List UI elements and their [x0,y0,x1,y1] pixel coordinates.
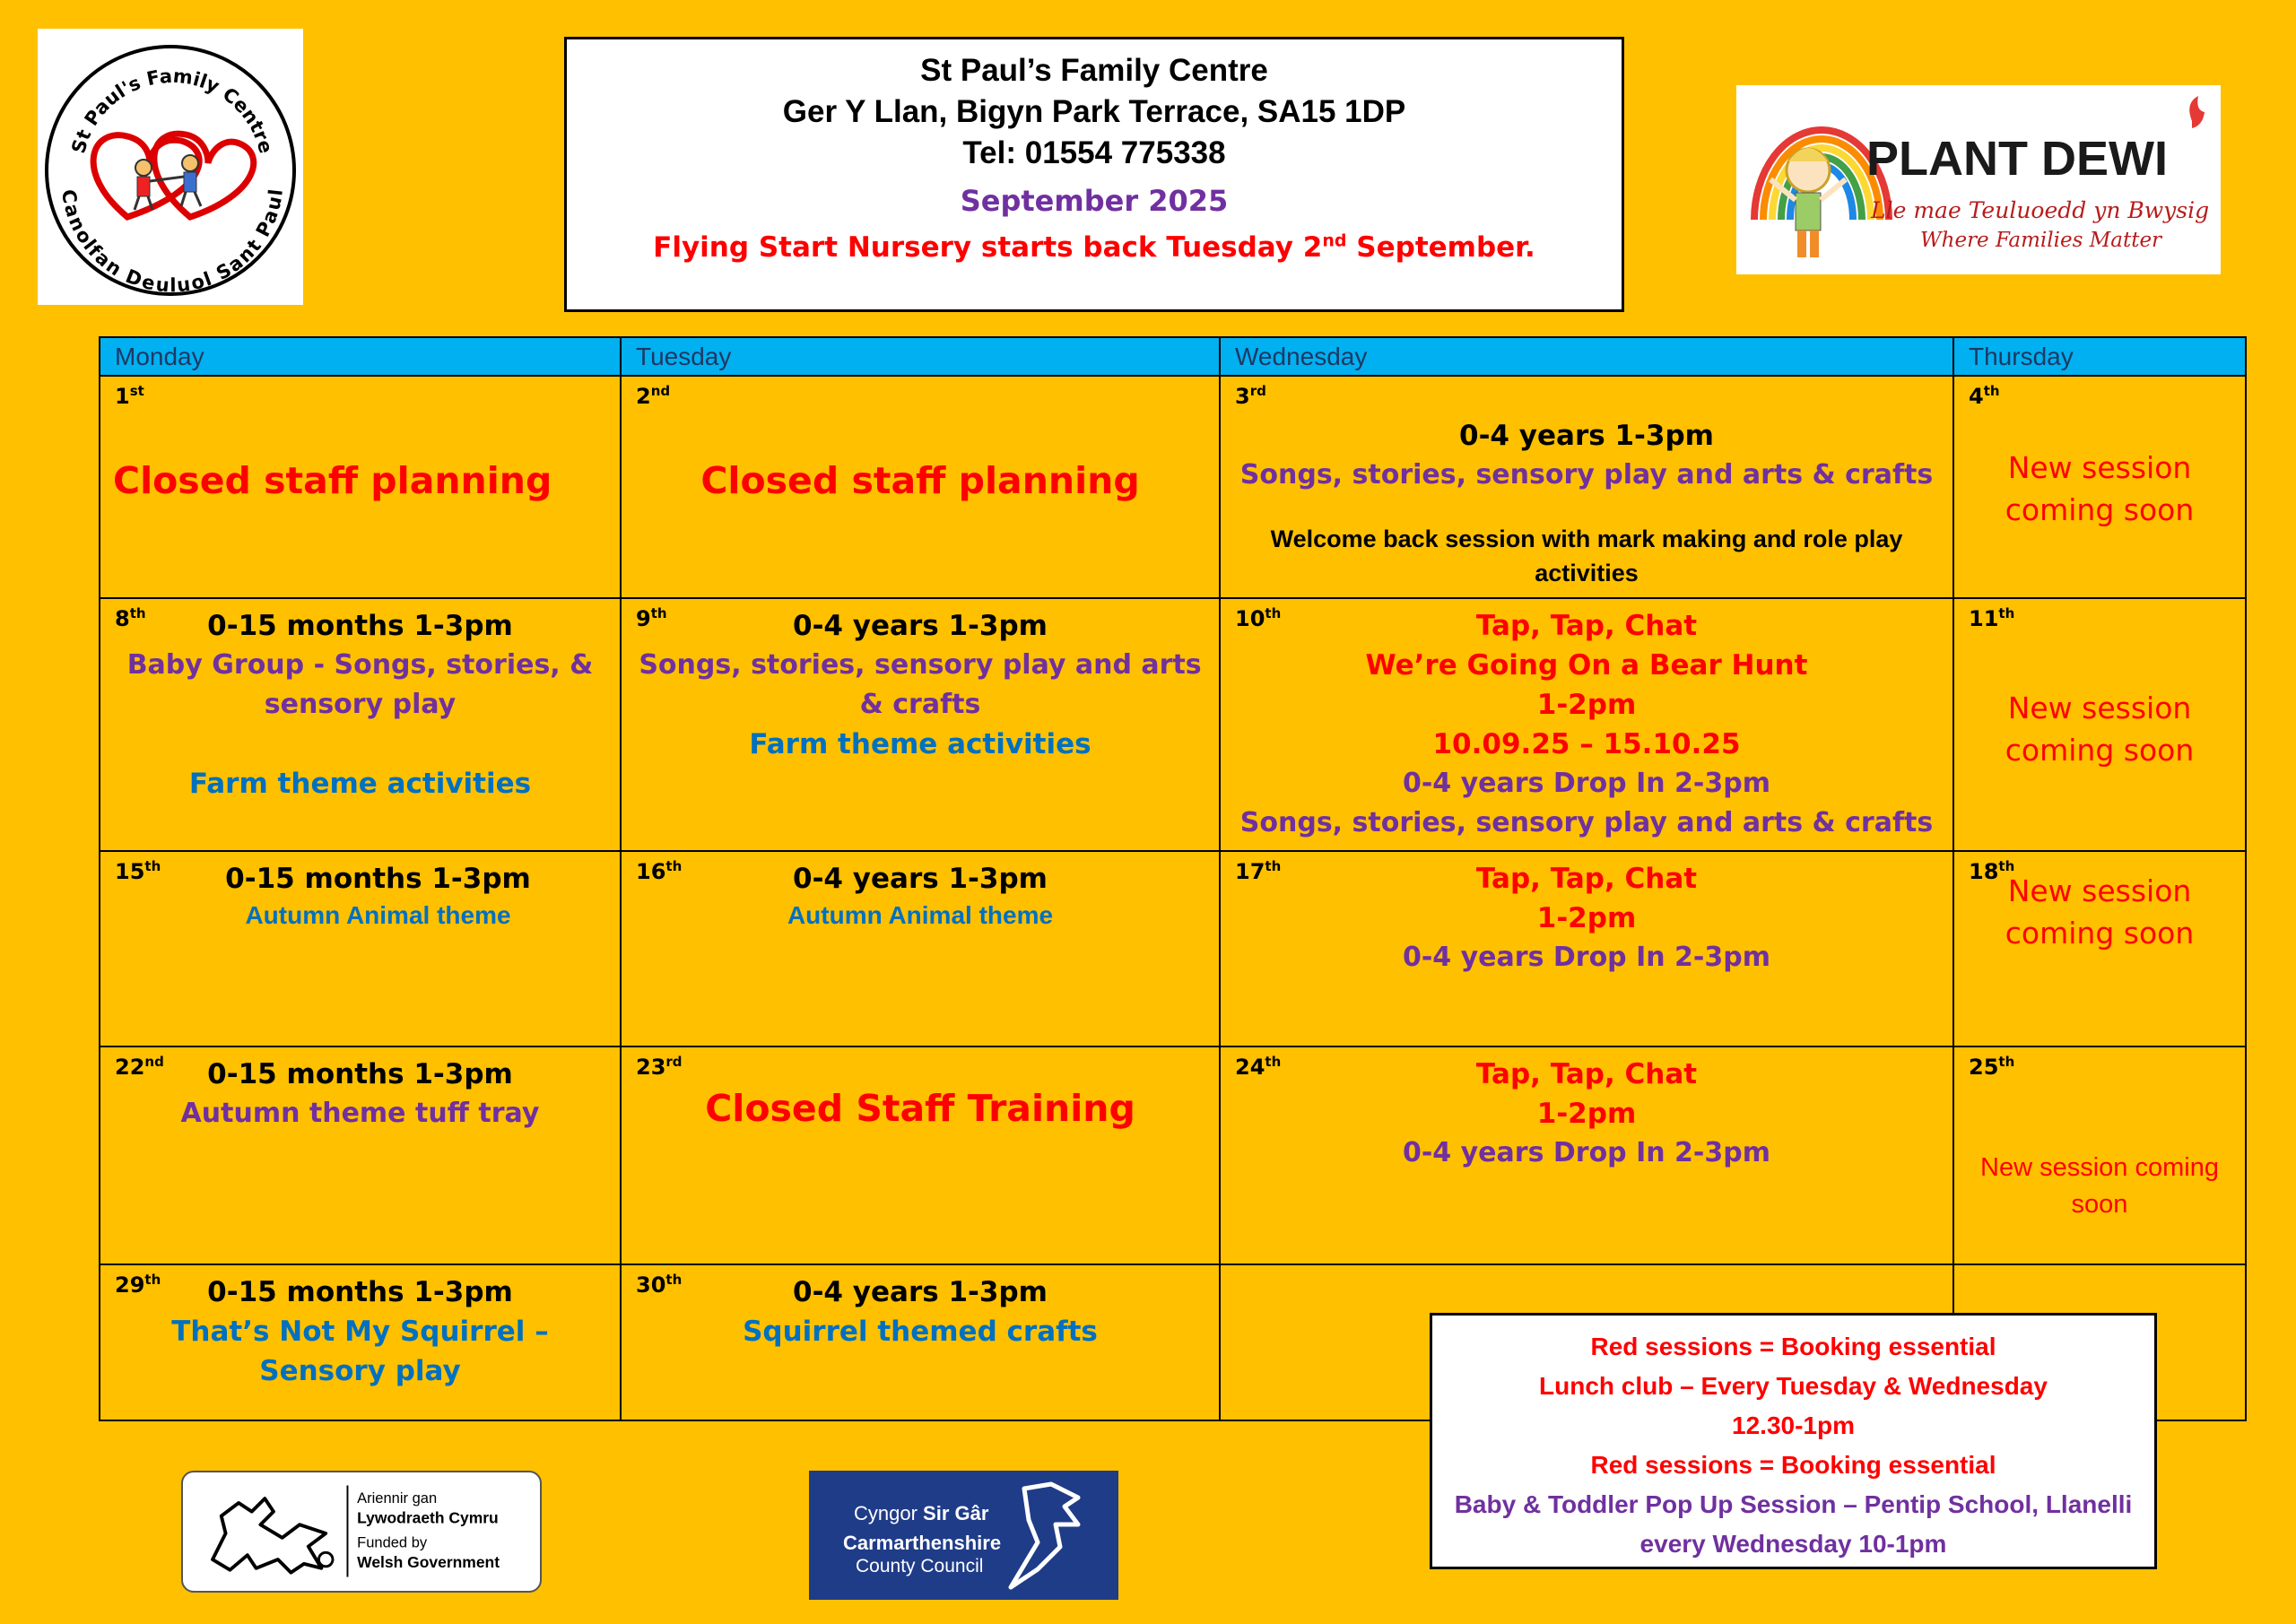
session-description: Songs, stories, sensory play and arts & crafts [639,649,1202,720]
week-row [100,1046,2246,1264]
drop-in-time: 0-4 years Drop In 2-3pm [1402,1137,1770,1168]
new-session-notice: New session [2007,450,2192,485]
session-theme: Squirrel themed crafts [743,1316,1098,1348]
date-number: 15th [115,858,161,884]
nursery-notice: Flying Start Nursery starts back Tuesday 2nd September. [653,230,1535,264]
session-time: 1-2pm [1536,1098,1637,1130]
session-title: 0-15 months 1-3pm [225,863,531,895]
plant-dewi-tagline-welsh: Lle mae Teuluoedd yn Bwysig [1871,197,2210,223]
week-row [100,851,2246,1046]
logo-left-bottom-text: Canolfan Deuluol Sant Paul [57,187,287,297]
session-title: Tap, Tap, Chat [1475,610,1698,642]
session-title: 0-15 months 1-3pm [207,610,513,642]
calendar-table [99,336,2247,1421]
date-number: 30th [636,1272,683,1298]
date-number: 18th [1969,858,2015,884]
session-description: Songs, stories, sensory play and arts & crafts [1239,807,1934,838]
session-title: 0-15 months 1-3pm [207,1276,513,1308]
day-cell [621,851,1220,1046]
day-cell [1220,376,1953,598]
wg-line-3: Funded by [357,1534,428,1551]
date-number: 11th [1969,605,2015,631]
session-theme: Farm theme activities [749,728,1091,760]
day-cell [1953,376,2246,598]
drop-in-time: 0-4 years Drop In 2-3pm [1402,942,1770,973]
plant-dewi-logo [1736,85,2221,274]
closed-notice: Closed staff planning [700,459,1140,502]
council-line-1: Cyngor Sir Gâr [854,1502,989,1524]
date-number: 9th [636,605,667,631]
welsh-government-logo [181,1471,542,1593]
day-cell [621,1264,1220,1420]
session-title: Tap, Tap, Chat [1475,863,1698,895]
wg-line-1: Ariennir gan [357,1489,438,1507]
date-number: 3rd [1235,383,1266,409]
date-number: 8th [115,605,146,631]
new-session-notice: coming soon [2005,492,2195,527]
date-number: 4th [1969,383,2000,409]
day-header-wednesday: Wednesday [1220,337,1953,376]
carmarthenshire-council-logo [809,1471,1118,1600]
day-cell [100,851,621,1046]
session-dates: 10.09.25 – 15.10.25 [1432,728,1741,760]
day-cell [1953,1046,2246,1264]
org-name: St Paul’s Family Centre [920,53,1268,88]
date-number: 17th [1235,858,1282,884]
date-number: 23rd [636,1054,683,1080]
day-header-tuesday: Tuesday [621,337,1220,376]
info-box [1430,1313,2157,1569]
date-number: 1st [115,383,144,409]
session-title: 0-15 months 1-3pm [207,1058,513,1090]
date-number: 22nd [115,1054,164,1080]
day-cell [100,1264,621,1420]
info-line-lunch-time: 12.30-1pm [1732,1411,1855,1439]
new-session-notice: coming soon [2005,916,2195,951]
org-address: Ger Y Llan, Bigyn Park Terrace, SA15 1DP [782,94,1406,129]
info-line-lunch-club: Lunch club – Every Tuesday & Wednesday [1539,1372,2048,1400]
day-header-thursday: Thursday [1953,337,2246,376]
info-line-booking: Red sessions = Booking essential [1590,1451,1996,1479]
day-cell [1220,851,1953,1046]
date-number: 2nd [636,383,671,409]
logo-left-top-text: St Paul's Family Centre [67,65,277,156]
info-line-pop-up: Baby & Toddler Pop Up Session – Pentip School, Llanelli [1454,1490,2133,1518]
closed-notice: Closed staff planning [113,459,552,502]
week-row [100,598,2246,851]
session-title: 0-4 years 1-3pm [793,1276,1048,1308]
day-cell [621,598,1220,851]
session-description: Baby Group - Songs, stories, & sensory play [126,649,594,720]
day-cell [1220,598,1953,851]
session-subtitle: We’re Going On a Bear Hunt [1365,649,1808,682]
council-line-3: County Council [856,1556,984,1576]
date-number: 29th [115,1272,161,1298]
session-theme: Autumn theme tuff tray [180,1098,540,1129]
date-number: 16th [636,858,683,884]
new-session-notice: New session [2007,690,2192,725]
week-row [100,376,2246,598]
day-cell [1953,851,2246,1046]
session-time: 1-2pm [1536,689,1637,721]
day-cell [100,598,621,851]
day-cell [621,1046,1220,1264]
date-number: 10th [1235,605,1282,631]
new-session-notice: New session coming soon [1980,1153,2219,1219]
session-description: Songs, stories, sensory play and arts & crafts [1239,459,1934,491]
calendar-header-row [100,337,2246,376]
org-tel: Tel: 01554 775338 [962,135,1226,170]
rainbow-child-icon [1736,85,2221,274]
wg-line-2: Lywodraeth Cymru [357,1508,499,1527]
day-cell [1953,598,2246,851]
session-theme: Farm theme activities [188,768,532,800]
session-title: 0-4 years 1-3pm [793,610,1048,642]
session-note: Welcome back session with mark making and role play activities [1270,525,1903,586]
two-hearts-children-icon [38,29,303,305]
council-line-2: Carmarthenshire [843,1532,1002,1554]
session-theme: That’s Not My Squirrel – Sensory play [171,1316,549,1387]
day-cell [100,376,621,598]
new-session-notice: coming soon [2005,733,2195,768]
session-title: Tap, Tap, Chat [1475,1058,1698,1090]
day-cell [100,1046,621,1264]
closed-notice: Closed Staff Training [705,1087,1135,1130]
session-theme: Autumn Animal theme [245,901,511,929]
info-line-booking: Red sessions = Booking essential [1590,1333,1996,1360]
date-number: 24th [1235,1054,1282,1080]
date-number: 25th [1969,1054,2015,1080]
session-time: 1-2pm [1536,902,1637,934]
new-session-notice: New session [2007,873,2192,908]
day-cell [621,376,1220,598]
plant-dewi-tagline-english: Where Families Matter [1920,229,2162,252]
session-title: 0-4 years 1-3pm [1459,420,1714,452]
wg-line-4: Welsh Government [357,1552,500,1571]
drop-in-time: 0-4 years Drop In 2-3pm [1402,768,1770,799]
st-pauls-logo [38,29,303,305]
plant-dewi-title: PLANT DEWI [1866,132,2168,186]
welsh-dragon-icon [183,1472,540,1591]
header-box [564,37,1624,312]
day-cell [1220,1046,1953,1264]
month-title: September 2025 [960,184,1229,218]
session-title: 0-4 years 1-3pm [793,863,1048,895]
session-theme: Autumn Animal theme [787,901,1054,929]
info-line-pop-up-time: every Wednesday 10-1pm [1639,1530,1947,1558]
day-header-monday: Monday [100,337,621,376]
dragon-icon [809,1471,1118,1600]
